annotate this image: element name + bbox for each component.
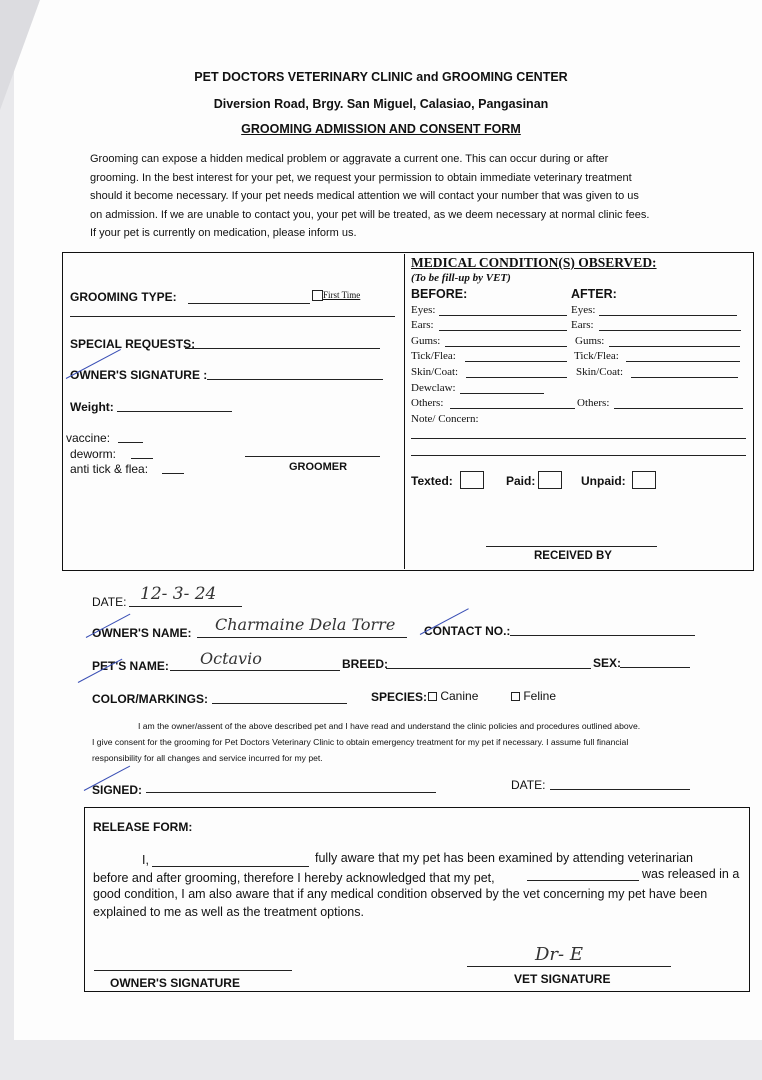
sex-label: SEX: — [593, 656, 622, 670]
after-eyes-label: Eyes: — [571, 304, 596, 316]
intro-line: Grooming can expose a hidden medical problem or aggravate a current one. This can occur during or after — [90, 153, 609, 165]
before-ears-field[interactable] — [439, 330, 567, 331]
anti-tick-label: anti tick & flea: — [70, 462, 149, 476]
before-others-label: Others: — [411, 397, 444, 409]
breed-label: BREED: — [342, 657, 389, 671]
before-tick-flea-field[interactable] — [465, 361, 567, 362]
feline-option[interactable] — [511, 689, 556, 703]
after-ears-field[interactable] — [599, 330, 741, 331]
intro-paragraph — [90, 150, 698, 243]
breed-field[interactable] — [386, 668, 591, 669]
canine-label: Canine — [440, 689, 479, 703]
pet-name-field[interactable] — [170, 670, 340, 671]
species-label: SPECIES: — [371, 690, 428, 704]
release-line2-start: before and after grooming, therefore I hereby acknowledged that my pet, — [93, 871, 495, 885]
release-line1-end: fully aware that my pet has been examined by attending veterinarian — [315, 851, 694, 865]
before-header: BEFORE: — [411, 287, 468, 301]
before-eyes-field[interactable] — [439, 315, 567, 316]
release-owner-name-field[interactable] — [152, 866, 309, 867]
deworm-label: deworm: — [70, 447, 117, 461]
date-field[interactable] — [129, 606, 242, 607]
unpaid-checkbox[interactable] — [632, 471, 656, 489]
release-form-title: RELEASE FORM: — [93, 820, 193, 834]
anti-tick-field[interactable] — [162, 473, 184, 474]
before-dewclaw-field[interactable] — [460, 393, 544, 394]
texted-checkbox[interactable] — [460, 471, 484, 489]
after-others-field[interactable] — [614, 408, 743, 409]
date-value: 12- 3- 24 — [140, 584, 217, 604]
medical-condition-title: MEDICAL CONDITION(S) OBSERVED: — [411, 255, 657, 270]
date-label: DATE: — [92, 595, 127, 609]
received-by-label: RECEIVED BY — [534, 550, 612, 562]
owner-name-value: Charmaine Dela Torre — [215, 615, 396, 634]
color-markings-label: COLOR/MARKINGS: — [92, 692, 208, 706]
feline-label: Feline — [523, 689, 557, 703]
date2-label: DATE: — [511, 778, 546, 792]
after-skin-coat-label: Skin/Coat: — [576, 366, 624, 378]
weight-field[interactable] — [117, 411, 232, 412]
after-header: AFTER: — [571, 287, 617, 301]
after-tick-flea-field[interactable] — [626, 361, 740, 362]
before-gums-label: Gums: — [411, 335, 441, 347]
owner-name-field[interactable] — [197, 637, 407, 638]
canine-option[interactable] — [428, 689, 478, 703]
date2-field[interactable] — [550, 789, 690, 790]
after-gums-field[interactable] — [609, 346, 740, 347]
signed-field[interactable] — [146, 792, 436, 793]
after-skin-coat-field[interactable] — [631, 377, 738, 378]
groomer-signature-line[interactable] — [245, 456, 380, 457]
owner-signature-label: OWNER'S SIGNATURE — [110, 976, 240, 990]
grooming-type-label: GROOMING TYPE: — [70, 290, 177, 304]
owners-signature-label: OWNER'S SIGNATURE : — [70, 368, 208, 382]
clinic-name: PET DOCTORS VETERINARY CLINIC and GROOMING CENTER — [194, 70, 568, 84]
before-skin-coat-label: Skin/Coat: — [411, 366, 459, 378]
vet-signature-line[interactable] — [467, 966, 671, 967]
first-time-label: First Time — [323, 290, 361, 300]
release-pet-name-field[interactable] — [527, 880, 639, 881]
deworm-field[interactable] — [131, 458, 153, 459]
release-line4: explained to me as well as the treatment options. — [93, 905, 364, 919]
release-line2-end: was released in a — [642, 867, 740, 881]
vaccine-label: vaccine: — [66, 431, 111, 445]
pet-name-label: PET'S NAME: — [92, 659, 169, 673]
grooming-type-field[interactable] — [188, 303, 310, 304]
after-gums-label: Gums: — [575, 335, 605, 347]
after-ears-label: Ears: — [571, 319, 594, 331]
special-requests-label: SPECIAL REQUESTS: — [70, 337, 196, 351]
after-eyes-field[interactable] — [599, 315, 737, 316]
before-skin-coat-field[interactable] — [466, 377, 567, 378]
pet-name-value: Octavio — [200, 649, 262, 668]
owners-signature-field[interactable] — [207, 379, 383, 380]
color-markings-field[interactable] — [212, 703, 347, 704]
vet-signature-label: VET SIGNATURE — [514, 972, 611, 986]
canine-checkbox[interactable] — [428, 692, 437, 701]
owner-name-label: OWNER'S NAME: — [92, 626, 192, 640]
first-time-option[interactable] — [312, 290, 360, 301]
consent-line: responsibility for all changes and service incurred for my pet. — [92, 753, 323, 763]
medical-condition-subtitle: (To be fill-up by VET) — [411, 272, 511, 284]
received-by-line[interactable] — [486, 546, 657, 547]
texted-label: Texted: — [411, 474, 453, 488]
unpaid-label: Unpaid: — [581, 474, 626, 488]
intro-line: should it become necessary. If your pet needs medical attention we will contact your number that was given to us — [90, 190, 639, 202]
note-line-2[interactable] — [411, 455, 746, 456]
groomer-label: GROOMER — [289, 461, 348, 473]
page-corner-shadow — [0, 0, 40, 110]
intro-line: If your pet is currently on medication, please inform us. — [90, 227, 357, 239]
paid-checkbox[interactable] — [538, 471, 562, 489]
vaccine-field[interactable] — [118, 442, 143, 443]
sex-field[interactable] — [620, 667, 690, 668]
before-ears-label: Ears: — [411, 319, 434, 331]
after-others-label: Others: — [577, 397, 610, 409]
paid-label: Paid: — [506, 474, 536, 488]
feline-checkbox[interactable] — [511, 692, 520, 701]
weight-label: Weight: — [70, 400, 114, 414]
column-divider — [404, 254, 405, 569]
consent-line: I am the owner/assent of the above described pet and I have read and understand the clinic policies and procedures outlined above. — [138, 721, 641, 731]
special-requests-field[interactable] — [185, 348, 380, 349]
first-time-checkbox[interactable] — [312, 290, 323, 301]
contact-no-label: CONTACT NO.: — [424, 624, 511, 638]
vet-signature-value: Dr- E — [535, 944, 583, 965]
before-gums-field[interactable] — [445, 346, 567, 347]
before-tick-flea-label: Tick/Flea: — [411, 350, 456, 362]
contact-no-field[interactable] — [510, 635, 695, 636]
signed-label: SIGNED: — [92, 783, 143, 797]
intro-line: on admission. If we are unable to contact you, your pet will be treated, as we deem necessary at normal clinic fees. — [90, 208, 650, 221]
after-tick-flea-label: Tick/Flea: — [574, 350, 619, 362]
release-line1-start: I, — [142, 853, 149, 867]
consent-line: I give consent for the grooming for Pet Doctors Veterinary Clinic to obtain emergency treatment for my pet if necessary. I assume full financial — [92, 737, 629, 747]
before-others-field[interactable] — [450, 408, 575, 409]
note-concern-label: Note/ Concern: — [411, 413, 479, 425]
owner-signature-line[interactable] — [94, 970, 292, 971]
grooming-type-line-2[interactable] — [70, 316, 395, 317]
before-eyes-label: Eyes: — [411, 304, 436, 316]
clinic-address: Diversion Road, Brgy. San Miguel, Calasiao, Pangasinan — [213, 97, 549, 111]
form-title: GROOMING ADMISSION AND CONSENT FORM — [241, 122, 521, 136]
release-line3: good condition, I am also aware that if any medical condition observed by the vet concerning my pet have been — [93, 887, 708, 901]
intro-line: grooming. In the best interest for your pet, we request your permission to obtain immediate veterinary treatment — [90, 171, 632, 184]
before-dewclaw-label: Dewclaw: — [411, 382, 456, 394]
note-line-1[interactable] — [411, 438, 746, 439]
